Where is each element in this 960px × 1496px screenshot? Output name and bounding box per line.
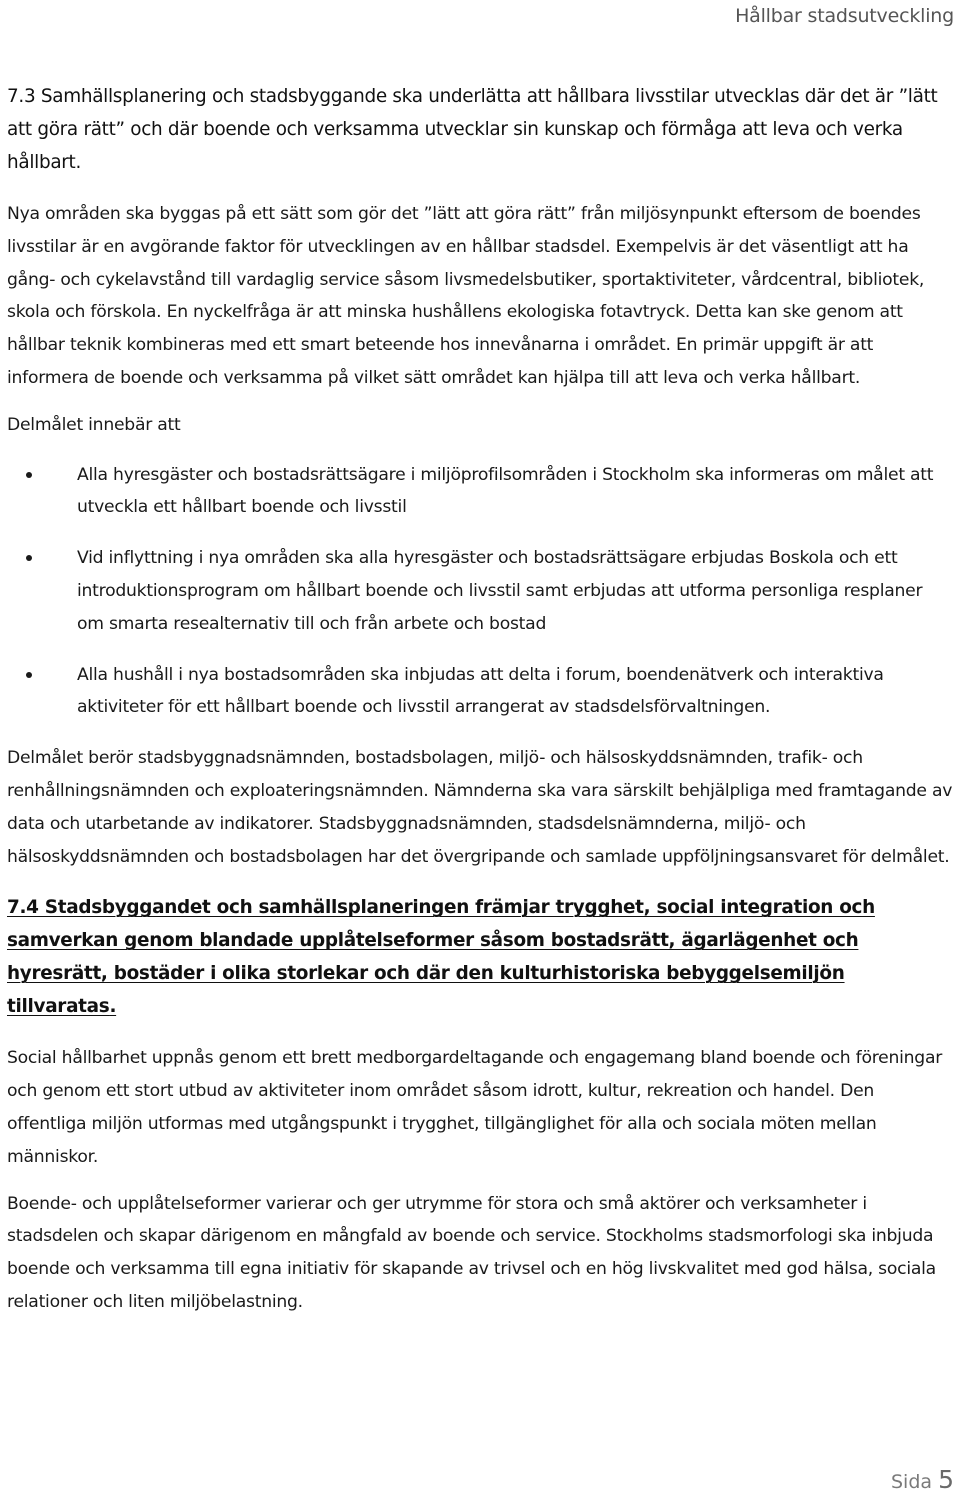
section-7-4-heading-text: 7.4 Stadsbyggandet och samhällsplaneringen främjar trygghet, social integration och samverkan genom blandade upplåtelseformer såsom bostadsrätt, ägarlägenhet och hyresrätt, bostäder i olika storlekar och där den kulturhistoriska bebyggelsemiljön tillvaratas — [7, 897, 875, 1018]
goal-list-item-text: Vid inflyttning i nya områden ska alla hyresgäster och bostadsrättsägare erbjudas Boskola och ett introduktionsprogram om hållbart boende och livsstil samt erbjudas att utforma personliga resplaner om smarta resealternativ till och från arbete och bostad — [77, 548, 923, 634]
section-7-3-intro: Delmålet innebär att — [7, 414, 181, 435]
bullet-icon — [26, 472, 32, 478]
section-7-3-heading: 7.3 Samhällsplanering och stadsbyggande ska underlätta att hållbara livsstilar utvecklas där det är ”lätt att göra rätt” och där boende och verksamma utvecklar sin kunskap och förmåga att leva och verka hållbart. — [7, 86, 938, 173]
bullet-icon — [26, 672, 32, 678]
page-label: Sida — [891, 1471, 933, 1493]
goal-list-item-text: Alla hushåll i nya bostadsområden ska inbjudas att delta i forum, boendenätverk och interaktiva aktiviteter för ett hållbart boende och livsstil arrangerat av stadsdelsförvaltningen. — [77, 664, 884, 718]
section-7-4-heading-end: . — [109, 996, 117, 1018]
section-7-4-paragraph-1: Social hållbarhet uppnås genom ett brett medborgardeltagande och engagemang bland boende och föreningar och genom ett stort utbud av aktiviteter inom området såsom idrott, kultur, rekreation och handel. Den offentliga miljön utformas med utgångspunkt i trygghet, tillgänglighet för alla och sociala möten mellan människor. — [7, 1048, 943, 1167]
page-footer — [891, 1465, 954, 1494]
goal-list-item — [7, 542, 953, 640]
page-number: 5 — [938, 1465, 954, 1494]
running-header: Hållbar stadsutveckling — [735, 5, 954, 27]
section-7-3-paragraph-2: Delmålet berör stadsbyggnadsnämnden, bostadsbolagen, miljö- och hälsoskyddsnämnden, trafik- och renhållningsnämnden och exploateringsnämnden. Nämnderna ska vara särskilt behjälpliga med framtagande av data och utarbetande av indikatorer. Stadsbyggnadsnämnden, stadsdelsnämnderna, miljö- och hälsoskyddsnämnden och bostadsbolagen har det övergripande och samlade uppföljningsansvaret för delmålet. — [7, 748, 953, 867]
section-7-4-paragraph-2: Boende- och upplåtelseformer varierar och ger utrymme för stora och små aktörer och verksamheter i stadsdelen och skapar därigenom en mångfald av boende och service. Stockholms stadsmorfologi ska inbjuda boende och verksamma till egna initiativ för skapande av trivsel och en hög livskvalitet med god hälsa, sociala relationer och liten miljöbelastning. — [7, 1193, 936, 1312]
section-7-3-paragraph-1: Nya områden ska byggas på ett sätt som gör det ”lätt att göra rätt” från miljösynpunkt eftersom de boendes livsstilar är en avgörande faktor för utvecklingen av en hållbar stadsdel. Exempelvis är det väsentligt att ha gång- och cykelavstånd till vardaglig service såsom livsmedelsbutiker, sportaktiviteter, vårdcentral, bibliotek, skola och förskola. En nyckelfråga är att minska hushållens ekologiska fotavtryck. Detta kan ske genom att hållbar teknik kombineras med ett smart beteende hos innevånarna i området. En primär uppgift är att informera de boende och verksamma på vilket sätt området kan hjälpa till att leva och verka hållbart. — [7, 204, 925, 388]
goal-list — [7, 459, 953, 725]
goal-list-item-text: Alla hyresgäster och bostadsrättsägare i miljöprofilsområden i Stockholm ska informeras om målet att utveckla ett hållbart boende och livsstil — [77, 464, 934, 518]
goal-list-item — [7, 659, 953, 725]
goal-list-item — [7, 459, 953, 525]
section-7-4-heading — [7, 891, 953, 1023]
bullet-icon — [26, 555, 32, 561]
page-content — [7, 80, 953, 1319]
